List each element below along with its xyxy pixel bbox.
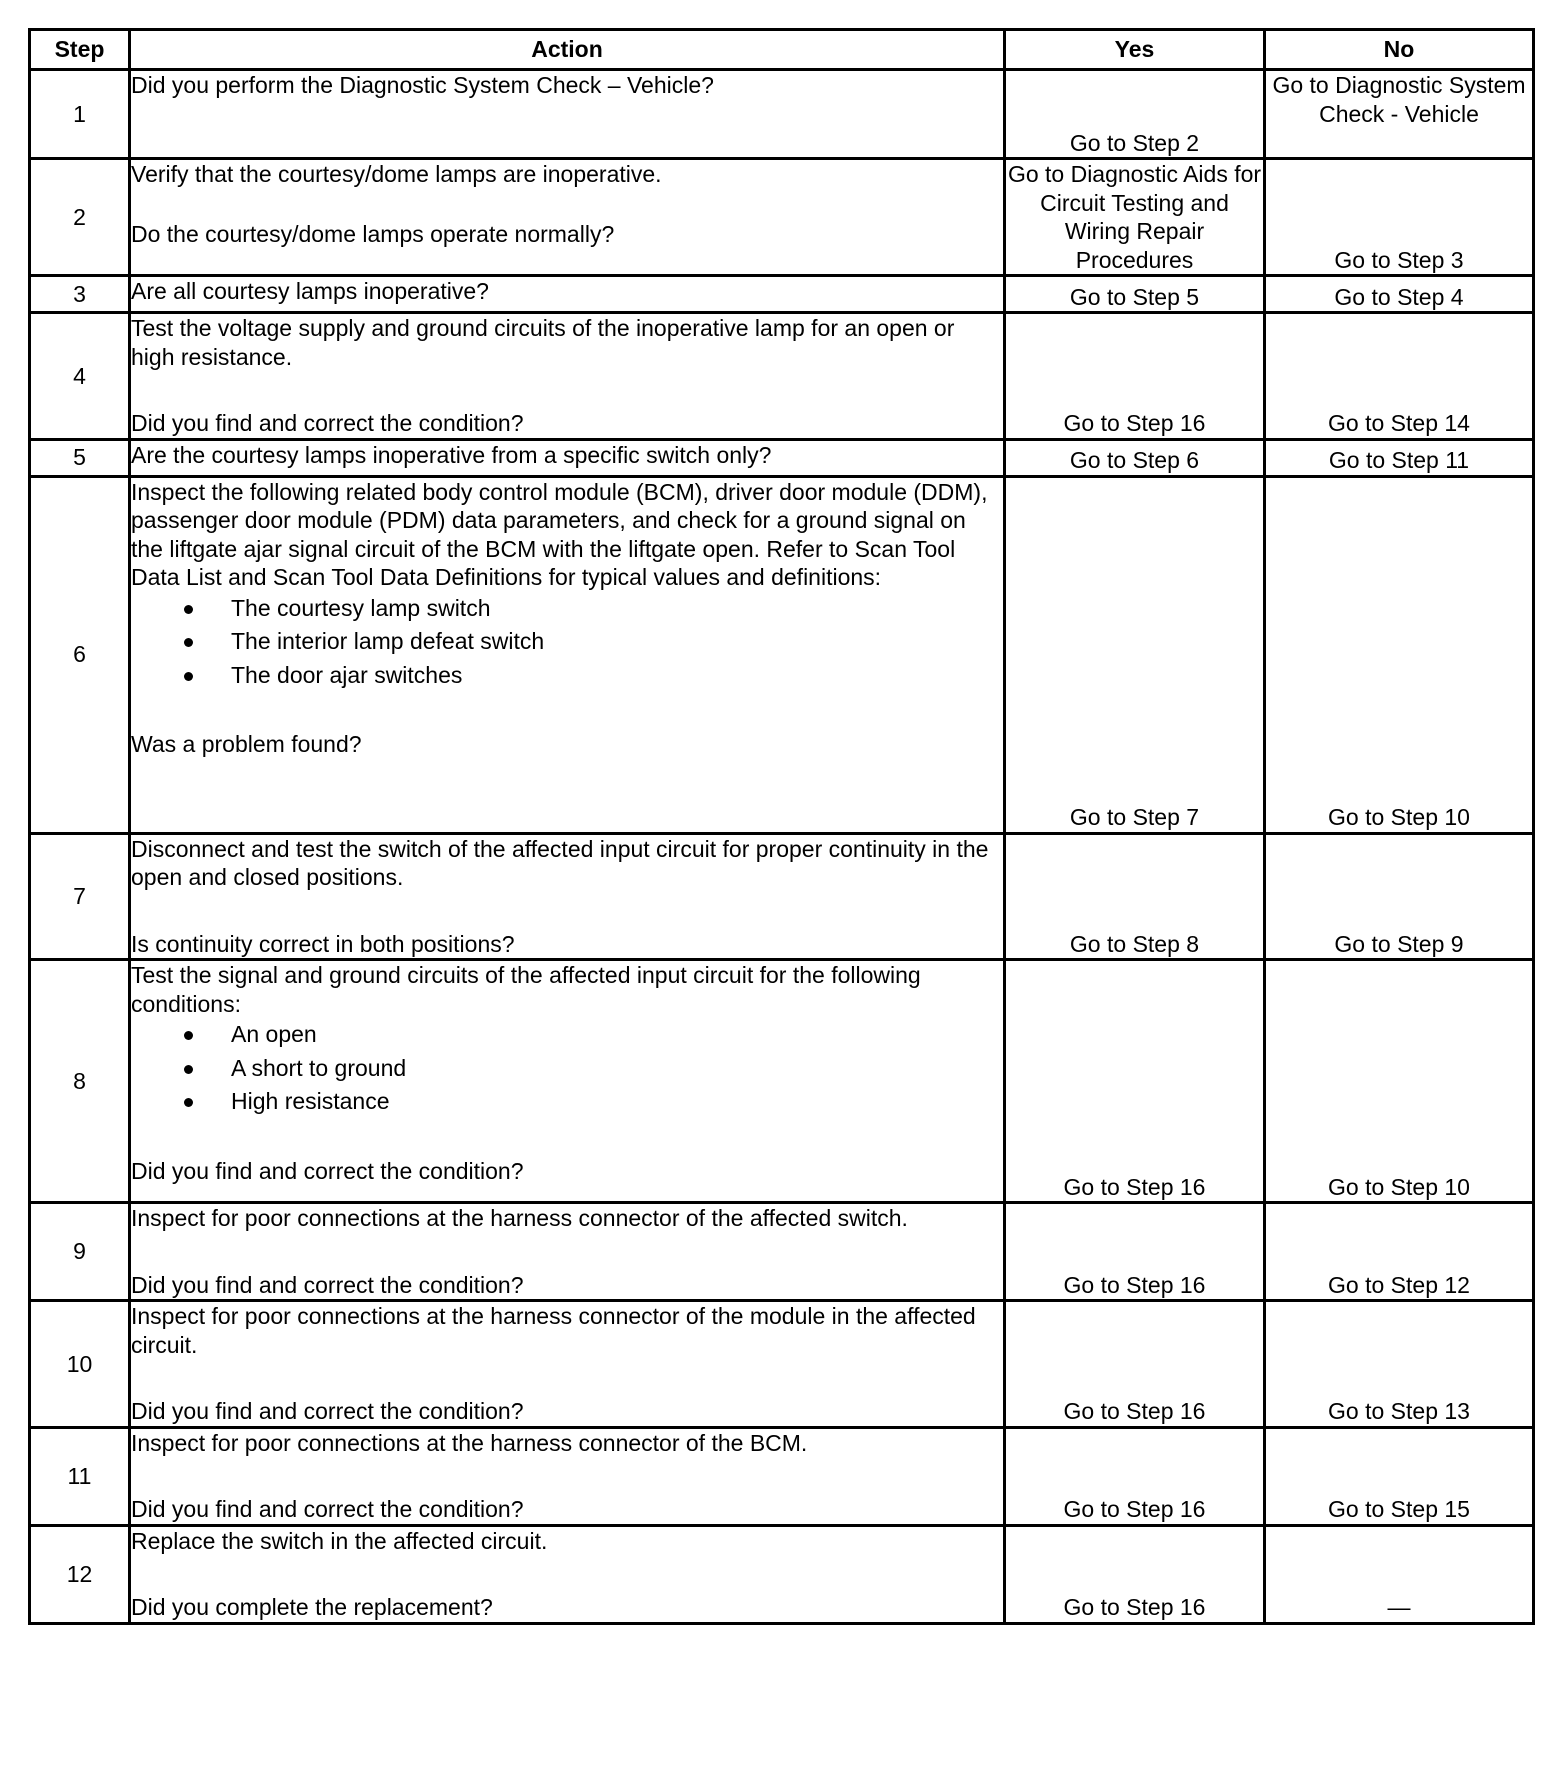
table-row — [30, 1427, 1534, 1525]
action-text: Disconnect and test the switch of the affected input circuit for proper continuity in the open and closed positions. — [131, 835, 989, 890]
step-number: 10 — [30, 1301, 130, 1428]
table-row — [30, 1203, 1534, 1301]
action-text: Verify that the courtesy/dome lamps are inoperative. — [131, 161, 662, 187]
action-cell — [130, 1525, 1005, 1623]
action-cell — [130, 1203, 1005, 1301]
no-cell: Go to Step 14 — [1265, 313, 1534, 440]
header-step: Step — [30, 30, 130, 70]
step-number: 7 — [30, 833, 130, 960]
table-row — [30, 960, 1534, 1203]
condition-list — [131, 1018, 1003, 1119]
step-number: 3 — [30, 276, 130, 313]
list-item: The interior lamp defeat switch — [131, 625, 1003, 659]
no-cell: Go to Diagnostic System Check - Vehicle — [1265, 70, 1534, 159]
no-cell: Go to Step 9 — [1265, 833, 1534, 960]
action-question: Did you find and correct the condition? — [131, 410, 524, 436]
action-text: Inspect for poor connections at the harness connector of the affected switch. — [131, 1205, 908, 1231]
header-row — [30, 30, 1534, 70]
yes-cell: Go to Step 16 — [1005, 1301, 1265, 1428]
action-cell — [130, 833, 1005, 960]
yes-cell: Go to Step 6 — [1005, 439, 1265, 476]
table-row — [30, 70, 1534, 159]
action-question: Do the courtesy/dome lamps operate normally? — [131, 220, 615, 247]
no-cell: Go to Step 4 — [1265, 276, 1534, 313]
action-question: Did you find and correct the condition? — [131, 1496, 524, 1522]
no-cell: Go to Step 15 — [1265, 1427, 1534, 1525]
action-question: Was a problem found? — [131, 731, 362, 757]
step-number: 6 — [30, 476, 130, 833]
condition-list — [131, 592, 1003, 693]
step-number: 5 — [30, 439, 130, 476]
table-header — [30, 30, 1534, 70]
action-cell — [130, 439, 1005, 476]
action-cell — [130, 960, 1005, 1203]
table-row — [30, 1525, 1534, 1623]
header-yes: Yes — [1005, 30, 1265, 70]
action-text: Inspect for poor connections at the harness connector of the module in the affected circuit. — [131, 1303, 976, 1358]
action-question: Did you find and correct the condition? — [131, 1271, 524, 1298]
action-question: Is continuity correct in both positions? — [131, 930, 515, 957]
action-cell — [130, 159, 1005, 276]
action-text: Inspect the following related body control module (BCM), driver door module (DDM), passenger door module (PDM) data parameters, and check for a ground signal on the liftgate ajar signal circuit of the BCM with the liftgate open. Refer to Scan Tool Data List and Scan Tool Data Definitions for typical values and definitions: — [131, 478, 988, 590]
action-text: Inspect for poor connections at the harness connector of the BCM. — [131, 1429, 808, 1456]
action-text: Are the courtesy lamps inoperative from a specific switch only? — [131, 441, 772, 468]
yes-cell: Go to Step 16 — [1005, 313, 1265, 440]
table-row — [30, 159, 1534, 276]
action-cell — [130, 1301, 1005, 1428]
table-row — [30, 476, 1534, 833]
yes-cell: Go to Step 16 — [1005, 1525, 1265, 1623]
header-action: Action — [130, 30, 1005, 70]
list-item: An open — [131, 1018, 1003, 1052]
header-no: No — [1265, 30, 1534, 70]
no-cell: Go to Step 10 — [1265, 960, 1534, 1203]
yes-cell: Go to Diagnostic Aids for Circuit Testing and Wiring Repair Procedures — [1005, 159, 1265, 276]
table-row — [30, 833, 1534, 960]
yes-cell: Go to Step 8 — [1005, 833, 1265, 960]
no-cell: Go to Step 13 — [1265, 1301, 1534, 1428]
diagnostic-table — [28, 28, 1535, 1625]
yes-cell: Go to Step 16 — [1005, 1203, 1265, 1301]
no-cell: — — [1265, 1525, 1534, 1623]
yes-cell: Go to Step 5 — [1005, 276, 1265, 313]
yes-cell: Go to Step 7 — [1005, 476, 1265, 833]
table-row — [30, 439, 1534, 476]
table-body — [30, 70, 1534, 1624]
table-row — [30, 276, 1534, 313]
action-text: Test the voltage supply and ground circuits of the inoperative lamp for an open or high resistance. — [131, 315, 955, 370]
step-number: 4 — [30, 313, 130, 440]
no-cell: Go to Step 3 — [1265, 159, 1534, 276]
list-item: High resistance — [131, 1085, 1003, 1119]
yes-cell: Go to Step 2 — [1005, 70, 1265, 159]
yes-cell: Go to Step 16 — [1005, 960, 1265, 1203]
table-row — [30, 313, 1534, 440]
action-cell — [130, 1427, 1005, 1525]
list-item: A short to ground — [131, 1052, 1003, 1086]
yes-cell: Go to Step 16 — [1005, 1427, 1265, 1525]
step-number: 1 — [30, 70, 130, 159]
action-text: Test the signal and ground circuits of the affected input circuit for the following conditions: — [131, 962, 921, 1017]
step-number: 8 — [30, 960, 130, 1203]
action-question: Did you find and correct the condition? — [131, 1157, 524, 1184]
step-number: 2 — [30, 159, 130, 276]
action-cell — [130, 313, 1005, 440]
action-question: Did you complete the replacement? — [131, 1594, 493, 1620]
no-cell: Go to Step 10 — [1265, 476, 1534, 833]
diagnostic-table-container — [28, 28, 1532, 1625]
action-cell — [130, 70, 1005, 159]
step-number: 9 — [30, 1203, 130, 1301]
table-row — [30, 1301, 1534, 1428]
step-number: 12 — [30, 1525, 130, 1623]
action-text: Did you perform the Diagnostic System Check – Vehicle? — [131, 72, 714, 98]
no-cell: Go to Step 11 — [1265, 439, 1534, 476]
step-number: 11 — [30, 1427, 130, 1525]
list-item: The door ajar switches — [131, 659, 1003, 693]
no-cell: Go to Step 12 — [1265, 1203, 1534, 1301]
action-text: Replace the switch in the affected circuit. — [131, 1527, 548, 1554]
list-item: The courtesy lamp switch — [131, 592, 1003, 626]
action-question: Did you find and correct the condition? — [131, 1398, 524, 1424]
action-cell — [130, 276, 1005, 313]
action-text: Are all courtesy lamps inoperative? — [131, 278, 489, 304]
action-cell — [130, 476, 1005, 833]
